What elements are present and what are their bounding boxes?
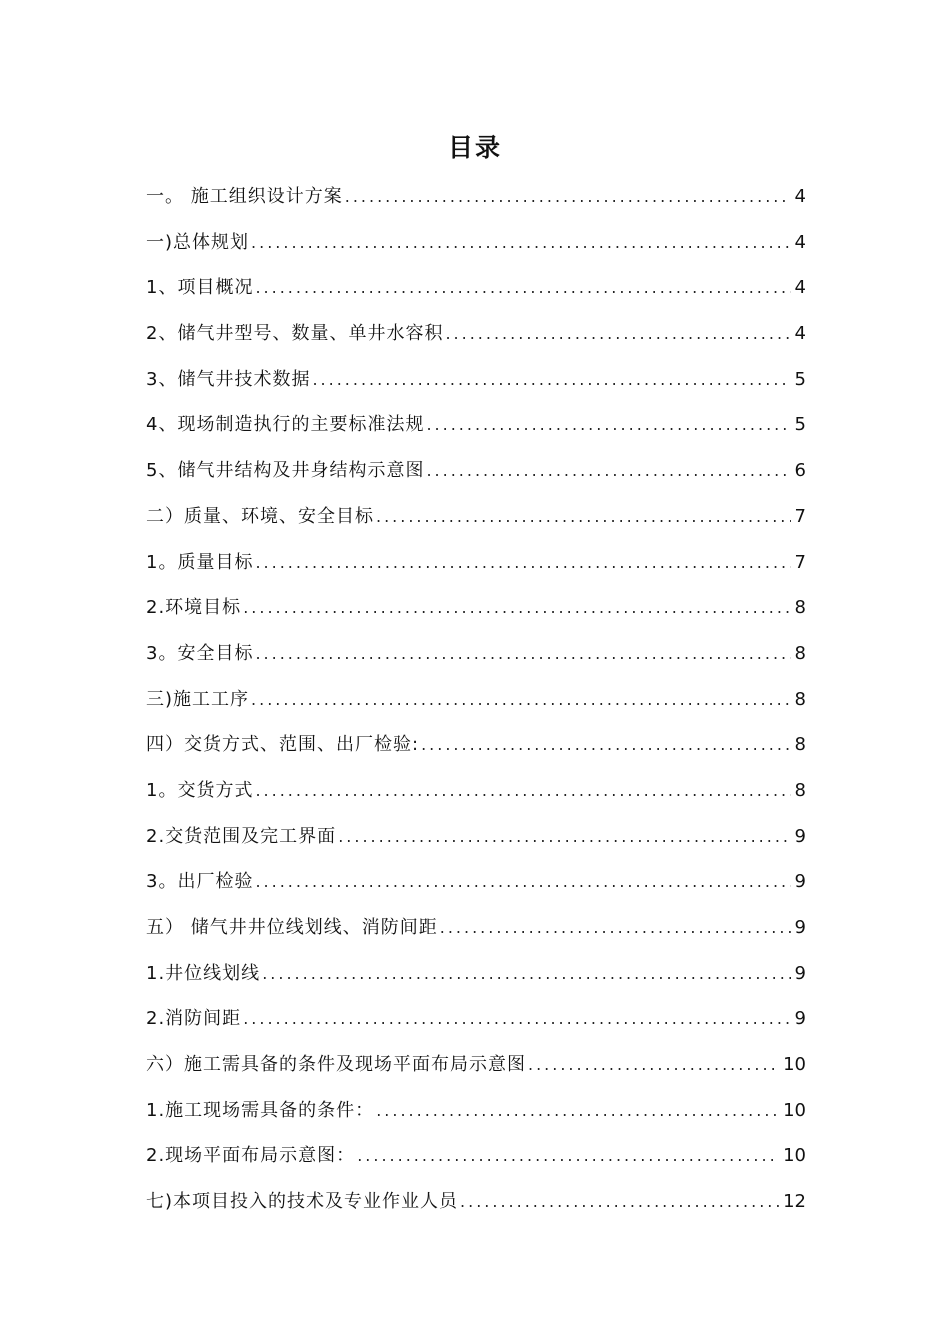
- toc-leader-dots: [338, 814, 790, 860]
- toc-entry-page: 4: [794, 186, 806, 207]
- toc-entry[interactable]: [146, 951, 806, 997]
- toc-entry-page: 9: [794, 962, 806, 984]
- toc-entry[interactable]: [146, 722, 806, 768]
- toc-entry[interactable]: [146, 174, 806, 220]
- toc-entry-page: 9: [794, 871, 806, 893]
- toc-leader-dots: [426, 448, 790, 494]
- toc-entry-label: 2、储气井型号、数量、单井水容积: [146, 323, 444, 345]
- toc-entry-page: 10: [783, 1145, 806, 1167]
- toc-leader-dots: [255, 265, 790, 311]
- toc-entry[interactable]: [146, 905, 806, 951]
- toc-entry[interactable]: [146, 1088, 806, 1134]
- toc-leader-dots: [460, 1179, 779, 1225]
- toc-entry-page: 4: [794, 323, 806, 345]
- toc-leader-dots: [528, 1042, 779, 1088]
- toc-entry[interactable]: [146, 448, 806, 494]
- table-of-contents: [146, 174, 806, 1225]
- toc-leader-dots: [255, 631, 790, 677]
- toc-entry-page: 4: [794, 231, 806, 253]
- toc-entry-label: 2.现场平面布局示意图：: [146, 1145, 356, 1167]
- toc-entry-page: 8: [794, 597, 806, 619]
- toc-entry-label: 5、储气井结构及井身结构示意图: [146, 460, 425, 482]
- toc-entry-page: 9: [794, 1008, 806, 1030]
- toc-entry-page: 8: [794, 642, 806, 664]
- toc-entry-label: 六）施工需具备的条件及现场平面布局示意图: [146, 1054, 526, 1076]
- toc-entry[interactable]: [146, 585, 806, 631]
- toc-entry-label: 3。出厂检验: [146, 871, 254, 893]
- toc-entry-page: 10: [783, 1099, 806, 1121]
- toc-entry-label: 七)本项目投入的技术及专业作业人员: [146, 1191, 459, 1213]
- toc-entry-label: 1.施工现场需具备的条件：: [146, 1099, 375, 1121]
- toc-leader-dots: [440, 905, 791, 951]
- toc-entry-label: 1.井位线划线: [146, 962, 261, 984]
- toc-entry-page: 9: [794, 917, 806, 938]
- toc-entry-label: 4、现场制造执行的主要标准法规: [146, 414, 425, 436]
- toc-entry-page: 8: [794, 688, 806, 710]
- toc-entry-page: 8: [794, 734, 806, 756]
- toc-entry[interactable]: [146, 631, 806, 677]
- toc-leader-dots: [345, 174, 791, 220]
- toc-leader-dots: [243, 996, 790, 1042]
- toc-entry[interactable]: [146, 1179, 806, 1225]
- toc-entry-label: 1。交货方式: [146, 779, 254, 801]
- toc-leader-dots: [357, 1133, 779, 1179]
- toc-entry-label: 1。质量目标: [146, 551, 254, 573]
- toc-entry-page: 7: [794, 551, 806, 573]
- toc-leader-dots: [445, 311, 790, 357]
- toc-entry-label: 2.交货范围及完工界面: [146, 825, 337, 847]
- toc-entry-label: 3。安全目标: [146, 642, 254, 664]
- toc-entry-page: 7: [794, 505, 806, 527]
- toc-entry-label: 三)施工工序: [146, 688, 250, 710]
- toc-entry[interactable]: [146, 357, 806, 403]
- toc-entry[interactable]: [146, 996, 806, 1042]
- toc-entry-label: 2.消防间距: [146, 1008, 242, 1030]
- toc-entry[interactable]: [146, 1042, 806, 1088]
- toc-leader-dots: [255, 768, 790, 814]
- toc-entry-page: 6: [794, 460, 806, 482]
- toc-entry[interactable]: [146, 402, 806, 448]
- toc-leader-dots: [312, 357, 790, 403]
- toc-leader-dots: [255, 859, 790, 905]
- toc-entry[interactable]: [146, 265, 806, 311]
- toc-entry-page: 8: [794, 779, 806, 801]
- toc-entry-page: 4: [794, 277, 806, 299]
- toc-entry-label: 2.环境目标: [146, 597, 242, 619]
- toc-entry-page: 10: [783, 1054, 806, 1076]
- toc-leader-dots: [426, 402, 790, 448]
- toc-entry[interactable]: [146, 494, 806, 540]
- toc-leader-dots: [251, 677, 791, 723]
- toc-entry-label: 五） 储气井井位线划线、消防间距: [146, 917, 438, 938]
- toc-leader-dots: [255, 540, 790, 586]
- toc-entry[interactable]: [146, 859, 806, 905]
- toc-entry[interactable]: [146, 540, 806, 586]
- toc-leader-dots: [376, 1088, 779, 1134]
- toc-entry[interactable]: [146, 768, 806, 814]
- toc-entry-label: 二）质量、环境、安全目标: [146, 505, 374, 527]
- toc-entry-label: 1、项目概况: [146, 277, 254, 299]
- page-title: 目录: [447, 133, 502, 162]
- toc-leader-dots: [262, 951, 790, 997]
- toc-entry-label: 3、储气井技术数据: [146, 368, 311, 390]
- toc-entry[interactable]: [146, 220, 806, 266]
- toc-entry-label: 一)总体规划: [146, 231, 250, 253]
- toc-leader-dots: [376, 494, 791, 540]
- toc-entry[interactable]: [146, 677, 806, 723]
- toc-entry-label: 四）交货方式、范围、出厂检验:: [146, 734, 420, 756]
- toc-entry-page: 12: [783, 1191, 806, 1213]
- toc-entry-label: 一。 施工组织设计方案: [146, 186, 343, 207]
- toc-entry-page: 5: [794, 414, 806, 436]
- toc-leader-dots: [251, 220, 791, 266]
- toc-entry-page: 9: [794, 825, 806, 847]
- toc-entry[interactable]: [146, 814, 806, 860]
- toc-leader-dots: [243, 585, 790, 631]
- toc-entry-page: 5: [794, 368, 806, 390]
- toc-leader-dots: [421, 722, 790, 768]
- toc-entry[interactable]: [146, 311, 806, 357]
- toc-entry[interactable]: [146, 1133, 806, 1179]
